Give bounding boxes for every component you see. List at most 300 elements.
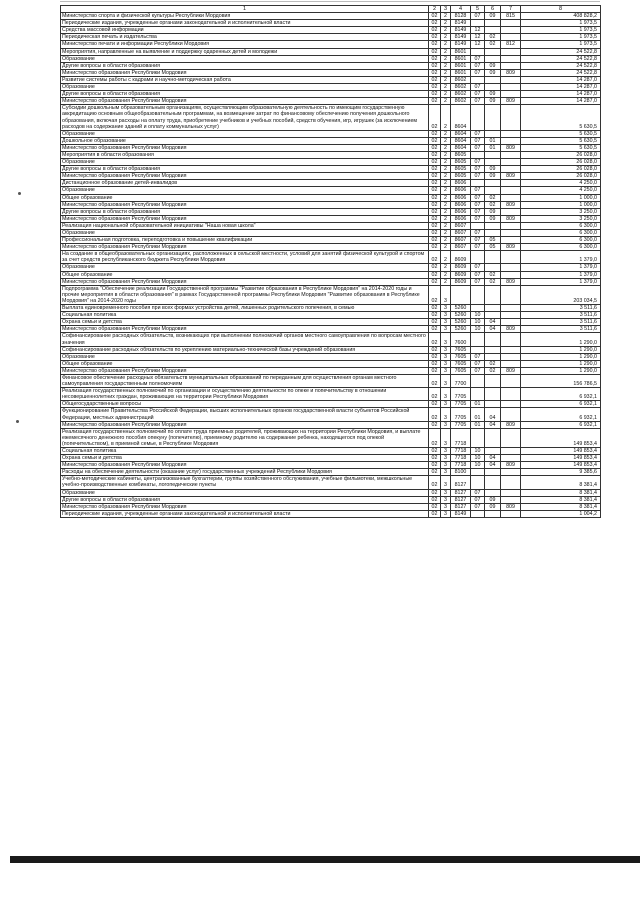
code-cell: 02 bbox=[429, 428, 441, 447]
code-cell: 7718 bbox=[451, 428, 471, 447]
code-cell bbox=[471, 20, 485, 27]
code-cell bbox=[501, 264, 521, 271]
amount-cell: 24 522,8 bbox=[521, 55, 601, 62]
code-cell: 3 bbox=[441, 319, 451, 326]
code-cell: 07 bbox=[471, 353, 485, 360]
code-cell: 02 bbox=[429, 48, 441, 55]
item-name-cell: Охрана семьи и детства bbox=[61, 319, 429, 326]
table-row bbox=[61, 180, 601, 187]
code-cell: 2 bbox=[441, 13, 451, 20]
code-cell bbox=[501, 305, 521, 312]
code-cell: 07 bbox=[471, 194, 485, 201]
table-row bbox=[61, 469, 601, 476]
code-cell: 809 bbox=[501, 69, 521, 76]
item-name-cell: Реализация государственных полномочий по оплате труда приемных родителей, проживающих на территории Республики Мордовия, и выплате ежемесячного денежного пособия опекуну (попечителю), приемному родителю на содержание ребенка, находящегося под опекой (попечительством), в приемной семье, в Республике Мордовия bbox=[61, 428, 429, 447]
code-cell: 09 bbox=[485, 69, 501, 76]
amount-cell: 1 379,0 bbox=[521, 251, 601, 264]
table-row bbox=[61, 144, 601, 151]
table-row bbox=[61, 326, 601, 333]
code-cell: 02 bbox=[485, 360, 501, 367]
code-cell: 2 bbox=[441, 194, 451, 201]
code-cell: 8606 bbox=[451, 187, 471, 194]
item-name-cell: Дистанционное образование детей-инвалидов bbox=[61, 180, 429, 187]
amount-cell: 6 932,1 bbox=[521, 421, 601, 428]
table-row bbox=[61, 503, 601, 510]
code-cell bbox=[501, 105, 521, 130]
code-cell: 02 bbox=[429, 510, 441, 517]
table-row bbox=[61, 137, 601, 144]
code-cell bbox=[485, 230, 501, 237]
code-cell: 07 bbox=[471, 503, 485, 510]
code-cell: 2 bbox=[441, 91, 451, 98]
amount-cell: 1 000,0 bbox=[521, 194, 601, 201]
table-row bbox=[61, 333, 601, 346]
table-row bbox=[61, 388, 601, 401]
table-row bbox=[61, 159, 601, 166]
code-cell: 02 bbox=[429, 388, 441, 401]
amount-cell: 1 290,0 bbox=[521, 353, 601, 360]
table-row bbox=[61, 41, 601, 48]
code-cell bbox=[501, 271, 521, 278]
code-cell bbox=[485, 159, 501, 166]
column-header-1: 1 bbox=[61, 6, 429, 13]
code-cell bbox=[501, 76, 521, 83]
table-row bbox=[61, 91, 601, 98]
code-cell: 815 bbox=[501, 13, 521, 20]
code-cell: 809 bbox=[501, 144, 521, 151]
code-cell: 07 bbox=[471, 496, 485, 503]
item-name-cell: Финансовое обеспечение расходных обязательств муниципальных образований по переданным для осуществления органам местного самоуправления государственным полномочиям bbox=[61, 374, 429, 387]
amount-cell: 149 853,4 bbox=[521, 455, 601, 462]
code-cell: 2 bbox=[441, 237, 451, 244]
item-name-cell: Софинансирование расходных обязательств по укреплению материально-технической базы учреждений образования bbox=[61, 346, 429, 353]
table-row bbox=[61, 421, 601, 428]
amount-cell: 8 381,4 bbox=[521, 476, 601, 489]
item-name-cell: Министерство образования Республики Мордовия bbox=[61, 98, 429, 105]
code-cell: 8127 bbox=[451, 503, 471, 510]
code-cell: 3 bbox=[441, 360, 451, 367]
amount-cell: 5 630,5 bbox=[521, 105, 601, 130]
code-cell: 8606 bbox=[451, 180, 471, 187]
code-cell: 07 bbox=[471, 130, 485, 137]
item-name-cell: Образование bbox=[61, 187, 429, 194]
item-name-cell: Субсидии дошкольным образовательным организациям, осуществляющим образовательную деятельность по имеющим государственную аккредитацию основным общеобразовательным программам, на возмещение затрат по финансовому обеспечению получения дошкольного образования, включая расходы на оплату труда, приобретение учебников и учебных пособий, средств обучения, игр, игрушек (за исключением расходов на содержание зданий и оплату коммунальных услуг) bbox=[61, 105, 429, 130]
item-name-cell: Общее образование bbox=[61, 360, 429, 367]
code-cell bbox=[501, 187, 521, 194]
amount-cell: 1 290,0 bbox=[521, 367, 601, 374]
column-header-8: 8 bbox=[521, 6, 601, 13]
item-name-cell: Образование bbox=[61, 159, 429, 166]
code-cell bbox=[501, 48, 521, 55]
code-cell: 02 bbox=[429, 476, 441, 489]
code-cell bbox=[471, 388, 485, 401]
code-cell bbox=[501, 333, 521, 346]
code-cell: 02 bbox=[429, 98, 441, 105]
table-row bbox=[61, 271, 601, 278]
code-cell bbox=[501, 237, 521, 244]
code-cell: 02 bbox=[429, 421, 441, 428]
code-cell bbox=[501, 469, 521, 476]
table-row bbox=[61, 201, 601, 208]
code-cell: 8602 bbox=[451, 91, 471, 98]
code-cell: 02 bbox=[429, 489, 441, 496]
code-cell: 2 bbox=[441, 271, 451, 278]
code-cell: 2 bbox=[441, 34, 451, 41]
code-cell: 809 bbox=[501, 173, 521, 180]
code-cell: 812 bbox=[501, 41, 521, 48]
table-row bbox=[61, 166, 601, 173]
code-cell: 8601 bbox=[451, 48, 471, 55]
amount-cell: 6 932,1 bbox=[521, 388, 601, 401]
amount-cell: 14 287,0 bbox=[521, 91, 601, 98]
code-cell: 09 bbox=[485, 496, 501, 503]
code-cell: 5260 bbox=[451, 312, 471, 319]
code-cell: 07 bbox=[471, 271, 485, 278]
item-name-cell: Министерство образования Республики Мордовия bbox=[61, 462, 429, 469]
table-row bbox=[61, 489, 601, 496]
code-cell: 3 bbox=[441, 469, 451, 476]
code-cell bbox=[501, 27, 521, 34]
code-cell: 02 bbox=[429, 62, 441, 69]
amount-cell: 5 630,5 bbox=[521, 144, 601, 151]
column-header-2: 2 bbox=[429, 6, 441, 13]
table-row bbox=[61, 285, 601, 304]
amount-cell: 14 287,0 bbox=[521, 76, 601, 83]
code-cell: 3 bbox=[441, 326, 451, 333]
code-cell: 02 bbox=[429, 215, 441, 222]
item-name-cell: Мероприятия в области образования bbox=[61, 151, 429, 158]
item-name-cell: Софинансирование расходных обязательств, возникающих при выполнении полномочий органов местного самоуправления по вопросам местного значения bbox=[61, 333, 429, 346]
amount-cell: 24 522,8 bbox=[521, 69, 601, 76]
code-cell: 02 bbox=[429, 271, 441, 278]
amount-cell: 4 250,0 bbox=[521, 187, 601, 194]
table-row bbox=[61, 237, 601, 244]
amount-cell: 24 522,8 bbox=[521, 62, 601, 69]
code-cell: 3 bbox=[441, 285, 451, 304]
code-cell: 8604 bbox=[451, 105, 471, 130]
code-cell: 07 bbox=[471, 166, 485, 173]
column-header-3: 3 bbox=[441, 6, 451, 13]
code-cell bbox=[501, 180, 521, 187]
code-cell: 09 bbox=[485, 173, 501, 180]
code-cell: 04 bbox=[485, 408, 501, 421]
code-cell: 02 bbox=[485, 278, 501, 285]
item-name-cell: Министерство спорта и физической культуры Республики Мордовия bbox=[61, 13, 429, 20]
item-name-cell: Мероприятия, направленные на выявление и поддержку одаренных детей и молодежи bbox=[61, 48, 429, 55]
code-cell: 809 bbox=[501, 503, 521, 510]
code-cell: 8609 bbox=[451, 271, 471, 278]
code-cell: 8609 bbox=[451, 251, 471, 264]
code-cell: 8149 bbox=[451, 20, 471, 27]
amount-cell: 6 300,0 bbox=[521, 222, 601, 229]
code-cell bbox=[485, 374, 501, 387]
code-cell bbox=[501, 84, 521, 91]
code-cell: 8601 bbox=[451, 62, 471, 69]
column-header-6: 6 bbox=[485, 6, 501, 13]
code-cell bbox=[485, 353, 501, 360]
code-cell: 3 bbox=[441, 489, 451, 496]
table-row bbox=[61, 222, 601, 229]
table-row bbox=[61, 105, 601, 130]
code-cell: 07 bbox=[471, 244, 485, 251]
code-cell: 2 bbox=[441, 130, 451, 137]
code-cell: 07 bbox=[471, 230, 485, 237]
code-cell bbox=[485, 105, 501, 130]
item-name-cell: Министерство образования Республики Мордовия bbox=[61, 244, 429, 251]
code-cell bbox=[501, 222, 521, 229]
code-cell: 3 bbox=[441, 510, 451, 517]
code-cell: 8606 bbox=[451, 208, 471, 215]
code-cell bbox=[485, 20, 501, 27]
code-cell: 02 bbox=[429, 180, 441, 187]
table-row bbox=[61, 346, 601, 353]
code-cell: 02 bbox=[429, 469, 441, 476]
code-cell bbox=[485, 187, 501, 194]
code-cell: 809 bbox=[501, 421, 521, 428]
code-cell: 2 bbox=[441, 98, 451, 105]
code-cell: 2 bbox=[441, 55, 451, 62]
code-cell: 09 bbox=[485, 13, 501, 20]
code-cell: 2 bbox=[441, 244, 451, 251]
code-cell: 3 bbox=[441, 312, 451, 319]
code-cell: 09 bbox=[485, 166, 501, 173]
table-row bbox=[61, 62, 601, 69]
amount-cell: 1 290,0 bbox=[521, 360, 601, 367]
item-name-cell: Другие вопросы в области образования bbox=[61, 91, 429, 98]
code-cell: 7718 bbox=[451, 462, 471, 469]
code-cell: 02 bbox=[429, 173, 441, 180]
code-cell bbox=[485, 48, 501, 55]
code-cell bbox=[485, 401, 501, 408]
code-cell bbox=[485, 264, 501, 271]
code-cell bbox=[485, 151, 501, 158]
code-cell: 02 bbox=[429, 251, 441, 264]
code-cell: 02 bbox=[429, 208, 441, 215]
code-cell: 3 bbox=[441, 353, 451, 360]
code-cell: 02 bbox=[429, 374, 441, 387]
code-cell: 2 bbox=[441, 27, 451, 34]
code-cell: 02 bbox=[429, 353, 441, 360]
table-row bbox=[61, 312, 601, 319]
code-cell: 09 bbox=[485, 208, 501, 215]
code-cell: 04 bbox=[485, 326, 501, 333]
table-row bbox=[61, 476, 601, 489]
code-cell bbox=[501, 312, 521, 319]
code-cell: 02 bbox=[429, 360, 441, 367]
code-cell bbox=[485, 510, 501, 517]
code-cell: 2 bbox=[441, 278, 451, 285]
amount-cell: 1 973,5 bbox=[521, 41, 601, 48]
code-cell: 809 bbox=[501, 326, 521, 333]
amount-cell: 9 385,6 bbox=[521, 469, 601, 476]
code-cell: 07 bbox=[471, 91, 485, 98]
code-cell: 2 bbox=[441, 215, 451, 222]
top-rule bbox=[60, 1, 600, 2]
code-cell: 07 bbox=[471, 13, 485, 20]
code-cell bbox=[501, 455, 521, 462]
item-name-cell: Образование bbox=[61, 264, 429, 271]
item-name-cell: Подпрограмма "Обеспечение реализации Государственной программы "Развитие образования в Республике Мордовия" на 2014-2020 годы и прочие мероприятия в области образования" в рамках Государственной программы Республики Мордовия "Развитие образования в Республике Мордовия" на 2014-2020 годы bbox=[61, 285, 429, 304]
code-cell: 5260 bbox=[451, 319, 471, 326]
code-cell: 10 bbox=[471, 312, 485, 319]
code-cell: 02 bbox=[485, 367, 501, 374]
code-cell: 07 bbox=[471, 237, 485, 244]
item-name-cell: Министерство образования Республики Мордовия bbox=[61, 173, 429, 180]
code-cell bbox=[485, 333, 501, 346]
code-cell: 8606 bbox=[451, 201, 471, 208]
item-name-cell: Другие вопросы в области образования bbox=[61, 496, 429, 503]
code-cell bbox=[471, 251, 485, 264]
code-cell: 02 bbox=[429, 264, 441, 271]
item-name-cell: Профессиональная подготовка, переподготовка и повышение квалификации bbox=[61, 237, 429, 244]
code-cell: 02 bbox=[485, 271, 501, 278]
amount-cell: 3 511,6 bbox=[521, 319, 601, 326]
item-name-cell: Министерство образования Республики Мордовия bbox=[61, 421, 429, 428]
table-row bbox=[61, 244, 601, 251]
code-cell: 07 bbox=[471, 159, 485, 166]
code-cell bbox=[471, 469, 485, 476]
table-row bbox=[61, 69, 601, 76]
code-cell: 01 bbox=[471, 421, 485, 428]
item-name-cell: Другие вопросы в области образования bbox=[61, 208, 429, 215]
code-cell bbox=[471, 305, 485, 312]
code-cell bbox=[471, 428, 485, 447]
table-row bbox=[61, 208, 601, 215]
code-cell bbox=[485, 305, 501, 312]
table-row bbox=[61, 367, 601, 374]
item-name-cell: Образование bbox=[61, 230, 429, 237]
code-cell: 8605 bbox=[451, 166, 471, 173]
code-cell: 3 bbox=[441, 448, 451, 455]
item-name-cell: Общее образование bbox=[61, 271, 429, 278]
code-cell: 8602 bbox=[451, 98, 471, 105]
code-cell: 02 bbox=[429, 333, 441, 346]
code-cell bbox=[501, 208, 521, 215]
code-cell bbox=[501, 159, 521, 166]
code-cell bbox=[471, 222, 485, 229]
amount-cell: 6 300,0 bbox=[521, 244, 601, 251]
code-cell: 02 bbox=[429, 312, 441, 319]
amount-cell: 26 028,0 bbox=[521, 166, 601, 173]
code-cell bbox=[501, 374, 521, 387]
code-cell: 2 bbox=[441, 41, 451, 48]
code-cell: 2 bbox=[441, 144, 451, 151]
code-cell: 8609 bbox=[451, 264, 471, 271]
item-name-cell: Общее образование bbox=[61, 194, 429, 201]
item-name-cell: Периодические издания, учрежденные органами законодательной и исполнительной власти bbox=[61, 510, 429, 517]
amount-cell: 203 034,5 bbox=[521, 285, 601, 304]
table-row bbox=[61, 319, 601, 326]
amount-cell: 149 853,4 bbox=[521, 462, 601, 469]
code-cell: 07 bbox=[471, 144, 485, 151]
item-name-cell: Министерство образования Республики Мордовия bbox=[61, 215, 429, 222]
table-row bbox=[61, 34, 601, 41]
code-cell: 7605 bbox=[451, 360, 471, 367]
item-name-cell: Министерство образования Республики Мордовия bbox=[61, 326, 429, 333]
code-cell: 01 bbox=[485, 137, 501, 144]
code-cell bbox=[485, 27, 501, 34]
table-row bbox=[61, 360, 601, 367]
code-cell: 3 bbox=[441, 496, 451, 503]
code-cell bbox=[501, 151, 521, 158]
table-row bbox=[61, 48, 601, 55]
code-cell: 2 bbox=[441, 264, 451, 271]
code-cell: 809 bbox=[501, 367, 521, 374]
code-cell: 07 bbox=[471, 69, 485, 76]
amount-cell: 26 028,0 bbox=[521, 151, 601, 158]
code-cell: 02 bbox=[429, 194, 441, 201]
code-cell bbox=[471, 333, 485, 346]
code-cell bbox=[501, 510, 521, 517]
code-cell: 01 bbox=[471, 401, 485, 408]
code-cell: 07 bbox=[471, 215, 485, 222]
code-cell bbox=[501, 360, 521, 367]
code-cell: 7600 bbox=[451, 333, 471, 346]
code-cell: 8605 bbox=[451, 151, 471, 158]
code-cell: 02 bbox=[429, 130, 441, 137]
code-cell: 7705 bbox=[451, 421, 471, 428]
code-cell: 02 bbox=[429, 455, 441, 462]
code-cell: 7718 bbox=[451, 455, 471, 462]
code-cell: 8149 bbox=[451, 34, 471, 41]
code-cell: 3 bbox=[441, 455, 451, 462]
amount-cell: 14 287,0 bbox=[521, 98, 601, 105]
amount-cell: 1 379,0 bbox=[521, 278, 601, 285]
code-cell: 7605 bbox=[451, 353, 471, 360]
code-cell: 8149 bbox=[451, 27, 471, 34]
table-row bbox=[61, 84, 601, 91]
code-cell: 02 bbox=[429, 237, 441, 244]
code-cell: 02 bbox=[429, 503, 441, 510]
code-cell: 2 bbox=[441, 84, 451, 91]
amount-cell: 14 287,0 bbox=[521, 84, 601, 91]
code-cell: 2 bbox=[441, 201, 451, 208]
code-cell: 8604 bbox=[451, 137, 471, 144]
code-cell bbox=[471, 374, 485, 387]
code-cell bbox=[485, 222, 501, 229]
code-cell: 5260 bbox=[451, 326, 471, 333]
amount-cell: 3 250,0 bbox=[521, 208, 601, 215]
table-row bbox=[61, 428, 601, 447]
amount-cell: 1 973,5 bbox=[521, 27, 601, 34]
amount-cell: 1 379,0 bbox=[521, 264, 601, 271]
code-cell: 2 bbox=[441, 251, 451, 264]
code-cell: 8602 bbox=[451, 84, 471, 91]
table-row bbox=[61, 230, 601, 237]
code-cell: 04 bbox=[485, 455, 501, 462]
table-row bbox=[61, 264, 601, 271]
code-cell: 05 bbox=[485, 237, 501, 244]
code-cell bbox=[485, 448, 501, 455]
code-cell: 2 bbox=[441, 230, 451, 237]
amount-cell: 5 630,5 bbox=[521, 130, 601, 137]
code-cell: 07 bbox=[471, 98, 485, 105]
table-row bbox=[61, 448, 601, 455]
code-cell: 3 bbox=[441, 503, 451, 510]
code-cell bbox=[485, 476, 501, 489]
code-cell bbox=[501, 194, 521, 201]
code-cell: 8127 bbox=[451, 489, 471, 496]
code-cell: 5260 bbox=[451, 305, 471, 312]
code-cell bbox=[471, 151, 485, 158]
code-cell bbox=[485, 76, 501, 83]
amount-cell: 149 853,4 bbox=[521, 448, 601, 455]
code-cell: 3 bbox=[441, 346, 451, 353]
code-cell bbox=[471, 105, 485, 130]
amount-cell: 6 300,0 bbox=[521, 230, 601, 237]
table-row bbox=[61, 194, 601, 201]
column-header-7: 7 bbox=[501, 6, 521, 13]
